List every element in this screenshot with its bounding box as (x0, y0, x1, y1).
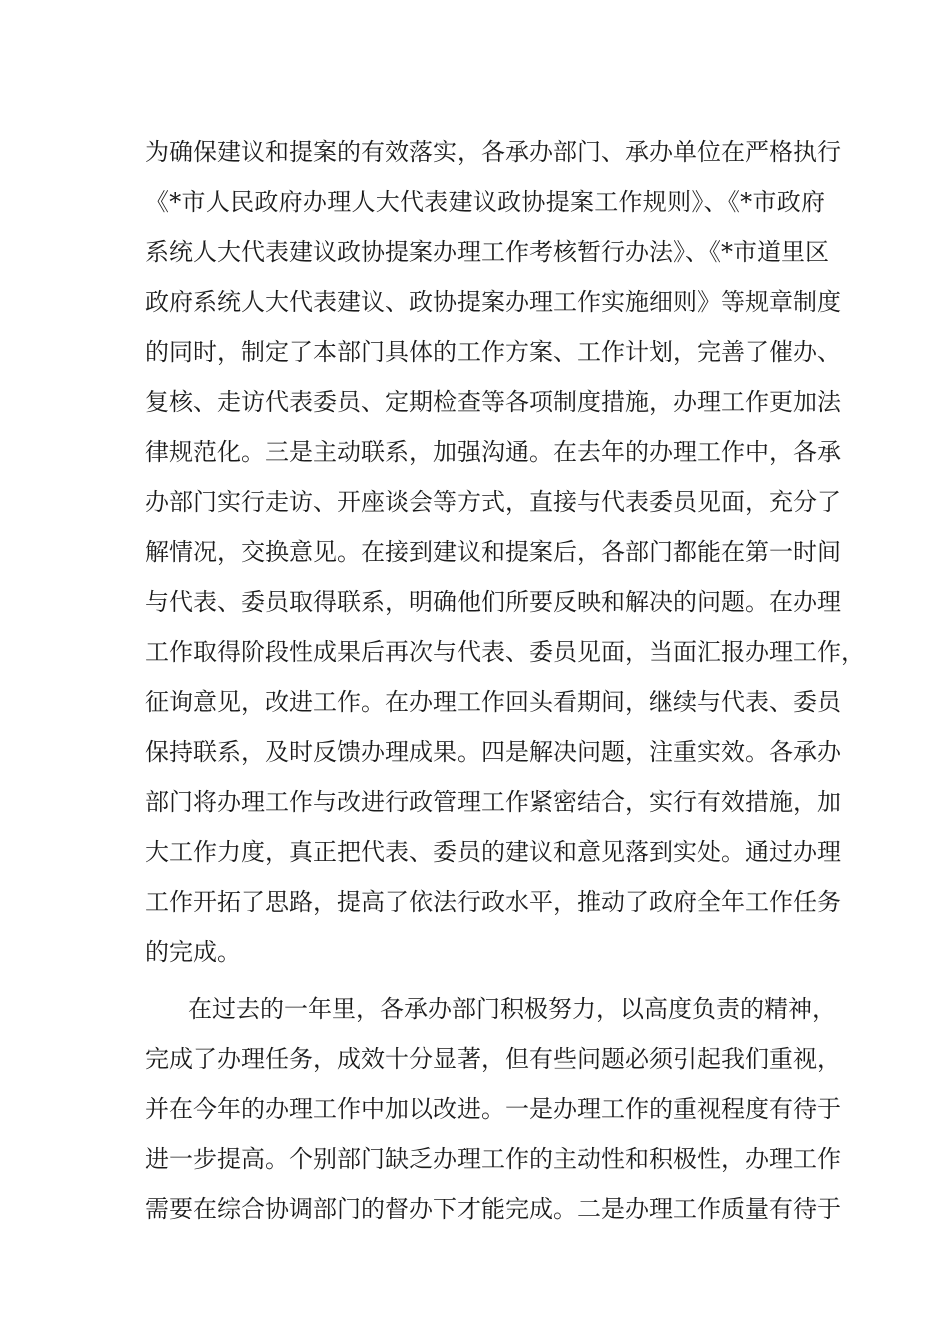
paragraph-gap (145, 977, 825, 984)
text-line: 需要在综合协调部门的督办下才能完成。二是办理工作质量有待于 (145, 1195, 841, 1223)
text-line: 进一步提高。个别部门缺乏办理工作的主动性和积极性，办理工作 (145, 1145, 841, 1173)
document-body (145, 127, 865, 1234)
text-line: 政府系统人大代表建议、政协提案办理工作实施细则》等规章制度 (145, 288, 841, 316)
text-line: 《*市人民政府办理人大代表建议政协提案工作规则》、《*市政府 (145, 188, 825, 216)
text-line: 完成了办理任务，成效十分显著，但有些问题必须引起我们重视， (145, 1045, 841, 1073)
text-line: 解情况，交换意见。在接到建议和提案后，各部门都能在第一时间 (145, 538, 841, 566)
text-line: 律规范化。三是主动联系，加强沟通。在去年的办理工作中，各承 (145, 438, 841, 466)
text-line: 的完成。 (145, 938, 241, 966)
text-line: 在过去的一年里，各承办部门积极努力，以高度负责的精神， (188, 995, 836, 1023)
paragraph-2 (145, 984, 841, 1234)
text-line: 大工作力度，真正把代表、委员的建议和意见落到实处。通过办理 (145, 838, 841, 866)
text-line: 办部门实行走访、开座谈会等方式，直接与代表委员见面，充分了 (145, 488, 841, 516)
text-line: 保持联系，及时反馈办理成果。四是解决问题，注重实效。各承办 (145, 738, 841, 766)
text-line: 工作开拓了思路，提高了依法行政水平，推动了政府全年工作任务 (145, 888, 841, 916)
text-line: 的同时，制定了本部门具体的工作方案、工作计划，完善了催办、 (145, 338, 841, 366)
text-line: 为确保建议和提案的有效落实，各承办部门、承办单位在严格执行 (145, 138, 841, 166)
text-line: 征询意见，改进工作。在办理工作回头看期间，继续与代表、委员 (145, 688, 841, 716)
text-line: 复核、走访代表委员、定期检查等各项制度措施，办理工作更加法 (145, 388, 841, 416)
text-line: 与代表、委员取得联系，明确他们所要反映和解决的问题。在办理 (145, 588, 841, 616)
text-line: 系统人大代表建议政协提案办理工作考核暂行办法》、《*市道里区 (145, 238, 829, 266)
text-line: 并在今年的办理工作中加以改进。一是办理工作的重视程度有待于 (145, 1095, 841, 1123)
paragraph-1 (145, 127, 865, 977)
text-line: 工作取得阶段性成果后再次与代表、委员见面，当面汇报办理工作， (145, 638, 865, 666)
text-line: 部门将办理工作与改进行政管理工作紧密结合，实行有效措施，加 (145, 788, 841, 816)
